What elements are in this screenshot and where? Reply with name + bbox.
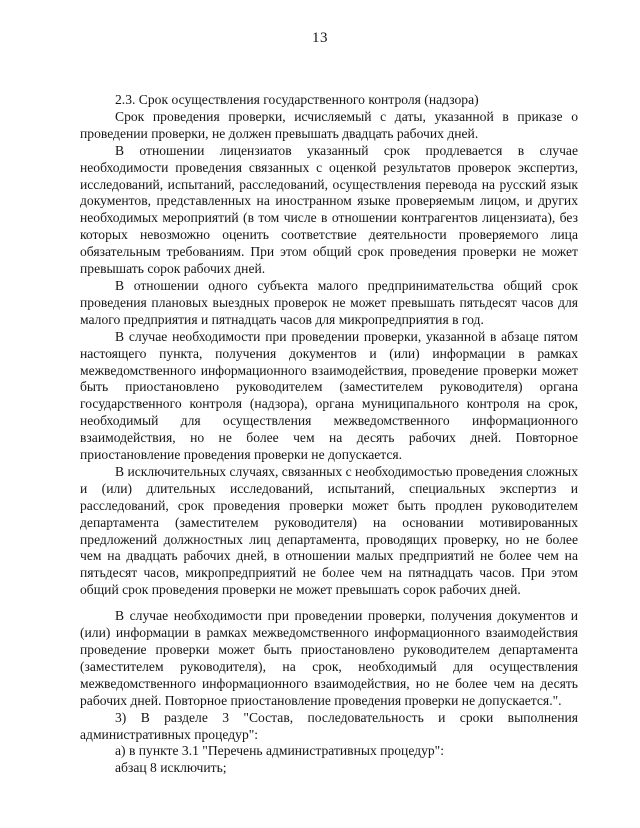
paragraph: В случае необходимости при проведении проверки, указанной в абзаце пятом настоящего пункта, получения документов и (или) информации в рамках межведомственного информационного взаимодействия, проведение проверки может быть приостановлено руководителем (заместителем руководителя) органа государственного контроля (надзора), органа муниципального контроля на срок, необходимый для осуществления межведомственного информационного взаимодействия, но не более чем на десять рабочих дней. Повторное приостановление проведения проверки не допускается. [80, 328, 578, 463]
paragraph: В исключительных случаях, связанных с необходимостью проведения сложных и (или) длительных исследований, испытаний, специальных экспертиз и расследований, срок проведения проверки может быть продлен руководителем департамента (заместителем руководителя) на основании мотивированных предложений должностных лиц департамента, проводящих проверку, но не более чем на двадцать рабочих дней, в отношении малых предприятий не более чем на пятьдесят часов, микропредприятий не более чем на пятнадцать часов. При этом общий срок проведения проверки не может превышать сорок рабочих дней. [80, 463, 578, 598]
page-number: 13 [312, 30, 328, 46]
document-body [80, 92, 578, 777]
paragraph: В отношении одного субъекта малого предпринимательства общий срок проведения плановых выездных проверок не может превышать пятьдесят часов для малого предприятия и пятнадцать часов для микропредприятия в год. [80, 277, 578, 327]
paragraph: Срок проведения проверки, исчисляемый с даты, указанной в приказе о проведении проверки, не должен превышать двадцать рабочих дней. [80, 108, 578, 141]
paragraph: В отношении лицензиатов указанный срок продлевается в случае необходимости проведения связанных с оценкой результатов проверок экспертиз, исследований, испытаний, расследований, осуществления перевода на русский язык документов, представленных на иностранном языке проверяемым лицом, и других необходимых мероприятий (в том числе в отношении контрагентов лицензиата), без которых невозможно оценить соответствие деятельности проверяемого лица обязательным требованиям. При этом общий срок проведения проверки не может превышать сорок рабочих дней. [80, 142, 578, 277]
section-heading: 2.3. Срок осуществления государственного контроля (надзора) [115, 92, 479, 107]
list-item: а) в пункте 3.1 "Перечень административных процедур": [115, 743, 445, 759]
paragraph: 3) В разделе 3 "Состав, последовательность и сроки выполнения административных процедур": [80, 709, 578, 742]
paragraph: В случае необходимости при проведении проверки, получения документов и (или) информации в рамках межведомственного информационного взаимодействия проведение проверки может быть приостановлено руководителем департамента (заместителем руководителя), на срок, необходимый для осуществления межведомственного информационного взаимодействия, но не более чем на десять рабочих дней. Повторное приостановление проведения проверки не допускается.". [80, 608, 578, 708]
list-item: абзац 8 исключить; [115, 760, 227, 776]
